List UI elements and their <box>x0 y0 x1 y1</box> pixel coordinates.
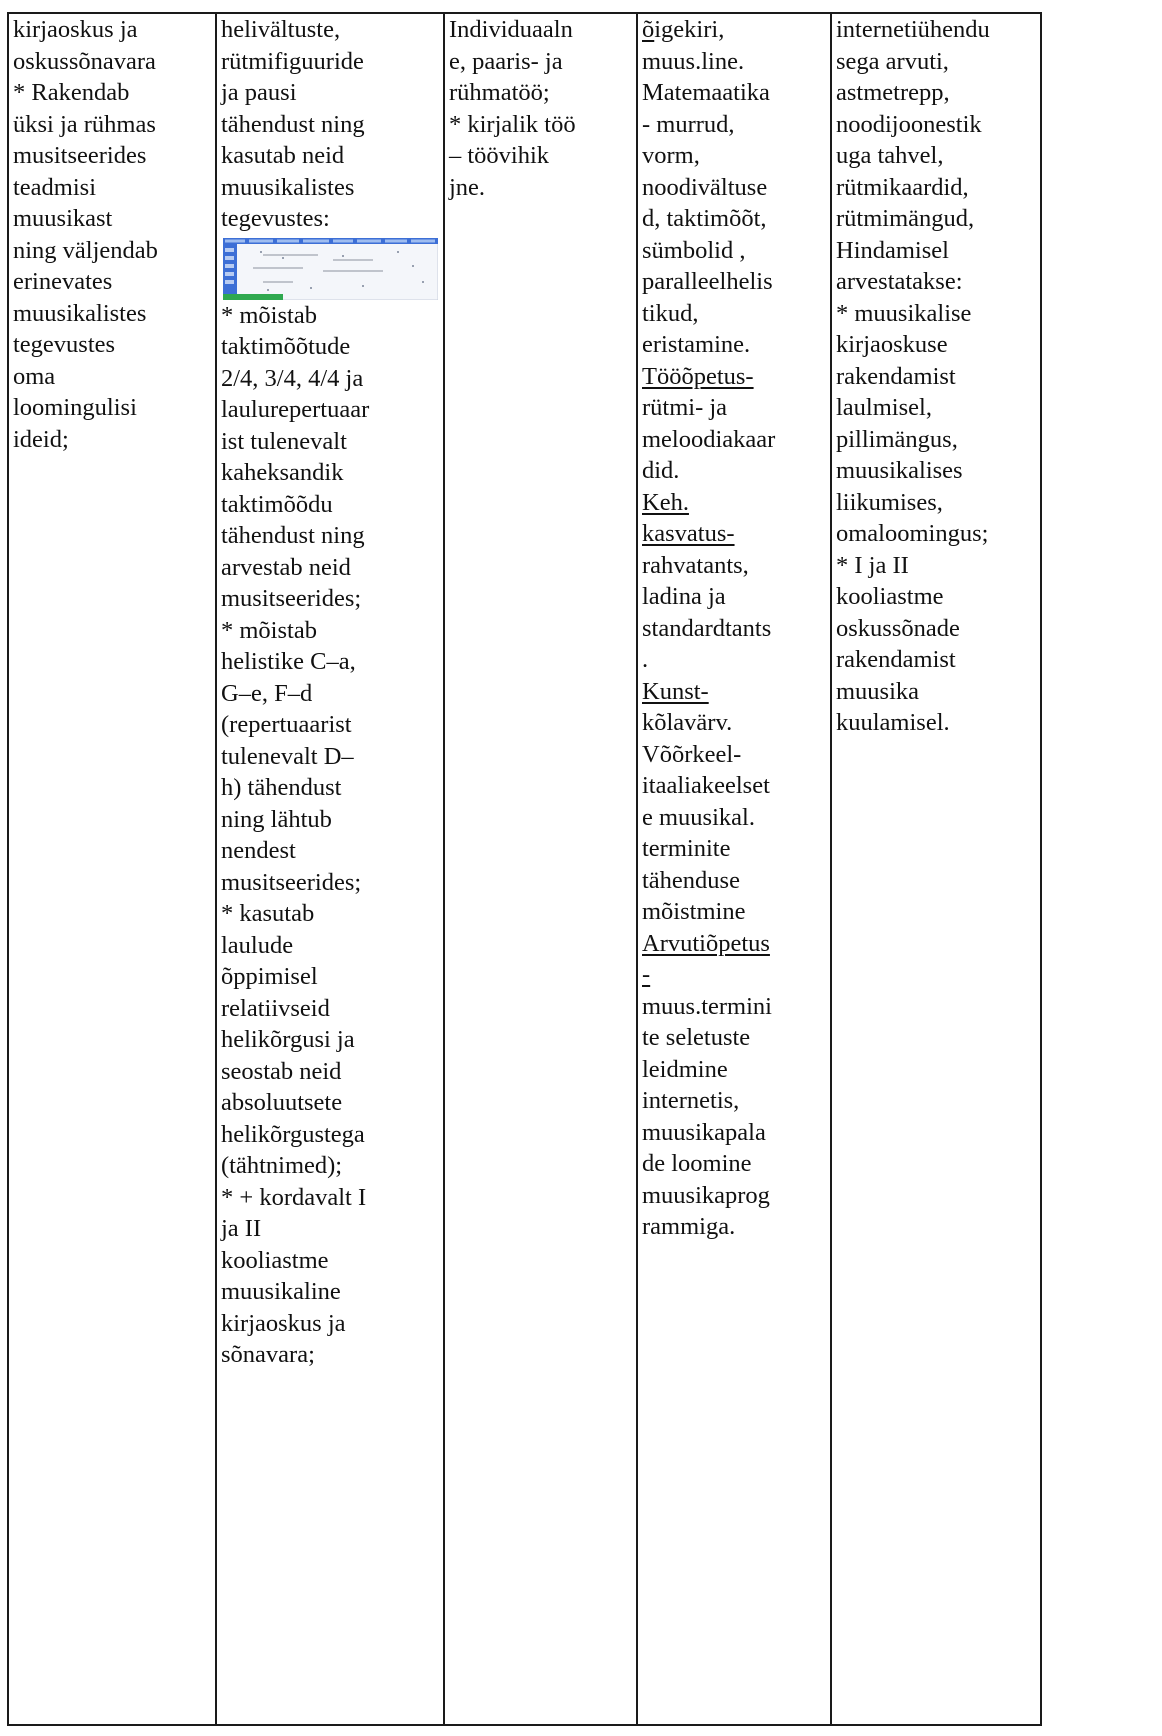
cell-text-line <box>642 1211 827 1243</box>
cell-text-line: laulude <box>221 931 294 959</box>
cell-text-line: rakendamist <box>836 646 956 673</box>
cell-text-line <box>642 1117 827 1149</box>
text-segment: Kunst- <box>642 677 709 705</box>
text-segment: terminite <box>642 835 731 862</box>
cell-text-line: liikumises, <box>836 488 943 516</box>
text-segment: ladina ja <box>642 583 726 610</box>
cell-text-line: Hindamisel <box>836 236 949 264</box>
cell-text-line <box>642 266 827 298</box>
methods-cell <box>444 13 637 1725</box>
cell-text-line: musitseerides <box>13 142 147 169</box>
cell-text-line: * I ja II <box>836 551 909 579</box>
table-row <box>8 13 1041 1725</box>
cell-text-line <box>642 203 827 235</box>
cell-text-line <box>642 1054 827 1086</box>
cell-text-line: (repertuaarist <box>221 711 352 738</box>
text-segment: sümbolid , <box>642 236 746 264</box>
cell-text-line <box>642 14 827 46</box>
cell-text-line: oskussõnavara <box>13 47 156 75</box>
cell-text-line: ideid; <box>13 425 69 453</box>
content-lines-after <box>221 300 440 1371</box>
integration-cell <box>637 13 831 1725</box>
cell-text-line <box>642 172 827 204</box>
cell-text-line: muusikalises <box>836 457 963 484</box>
cell-text-line: muusikalistes <box>13 299 147 327</box>
text-segment: rütmi- ja <box>642 394 728 421</box>
text-segment: e muusikal. <box>642 803 755 831</box>
cell-text-line: sega arvuti, <box>836 47 949 75</box>
cell-text-line: noodijoonestik <box>836 110 982 138</box>
cell-text-line: * muusikalise <box>836 299 972 327</box>
cell-text-line <box>642 1148 827 1180</box>
cell-text-line: * + kordavalt I <box>221 1183 367 1211</box>
cell-text-line: h) tähendust <box>221 774 342 801</box>
content-cell <box>216 13 444 1725</box>
cell-text-line: muusika <box>836 677 920 705</box>
cell-text-line: omaloomingus; <box>836 520 989 547</box>
cell-text-line <box>642 518 827 550</box>
cell-text-line: nendest <box>221 837 296 864</box>
cell-text-line <box>642 707 827 739</box>
text-segment: kõlavärv. <box>642 709 733 736</box>
cell-text-line: ning väljendab <box>13 236 158 264</box>
cell-text-line: musitseerides; <box>221 868 362 896</box>
text-segment: Arvutiõpetus <box>642 929 770 957</box>
cell-text-line: helikõrgusi ja <box>221 1026 355 1053</box>
text-segment: rammiga. <box>642 1213 736 1240</box>
cell-text-line <box>642 1180 827 1212</box>
cell-text-line: helivältuste, <box>221 16 341 43</box>
text-segment: de loomine <box>642 1150 752 1177</box>
text-segment: tikud, <box>642 299 699 327</box>
cell-text-line: kasutab neid <box>221 142 345 169</box>
text-segment: kasvatus- <box>642 520 735 547</box>
cell-text-line <box>642 361 827 393</box>
cell-text-line: * mõistab <box>221 301 317 329</box>
cell-text-line <box>642 581 827 613</box>
cell-text-line: – töövihik <box>449 142 550 169</box>
cell-text-line: muusikalistes <box>221 173 355 201</box>
text-segment: muusikaprog <box>642 1181 770 1209</box>
cell-text-line: seostab neid <box>221 1057 342 1085</box>
cell-text-line: rütmifiguuride <box>221 47 364 75</box>
text-segment: noodivältuse <box>642 173 768 201</box>
cell-text-line: tähendust ning <box>221 522 365 549</box>
text-segment: internetis, <box>642 1087 740 1114</box>
cell-text-line: teadmisi <box>13 173 97 201</box>
text-segment: d, taktimõõt, <box>642 205 767 232</box>
text-segment: paralleelhelis <box>642 268 773 295</box>
text-segment: Võõrkeel- <box>642 740 742 768</box>
cell-text-line: oskussõnade <box>836 614 960 642</box>
text-segment: Tööõpetus- <box>642 362 754 390</box>
cell-text-line: laulurepertuaar <box>221 396 370 423</box>
cell-text-line: G–e, F–d <box>221 679 313 707</box>
cell-text-line: kaheksandik <box>221 459 344 486</box>
cell-text-line <box>642 329 827 361</box>
cell-text-line: rütmimängud, <box>836 205 975 232</box>
cell-text-line <box>642 613 827 645</box>
cell-text-line <box>642 140 827 172</box>
cell-text-line <box>642 46 827 78</box>
cell-text-line <box>642 1085 827 1117</box>
cell-text-line <box>642 959 827 991</box>
cell-text-line: kirjaoskuse <box>836 331 948 358</box>
text-segment: standardtants <box>642 614 772 642</box>
cell-text-line <box>642 770 827 802</box>
cell-text-line <box>642 833 827 865</box>
cell-text-line: internetiühendu <box>836 16 990 43</box>
cell-text-line: ja pausi <box>221 79 297 106</box>
curriculum-table <box>7 12 1042 1726</box>
text-segment: did. <box>642 457 680 484</box>
cell-text-line: laulmisel, <box>836 394 932 421</box>
text-segment: vorm, <box>642 142 700 169</box>
cell-text-line: üksi ja rühmas <box>13 110 156 138</box>
cell-text-line <box>642 739 827 771</box>
cell-text-line: (tähtnimed); <box>221 1152 343 1179</box>
software-screenshot-thumbnail <box>223 238 438 300</box>
cell-text-line: oma <box>13 362 56 390</box>
cell-text-line: muusikaline <box>221 1278 341 1305</box>
text-segment: - murrud, <box>642 110 735 138</box>
cell-text-line <box>642 392 827 424</box>
cell-text-line <box>642 802 827 834</box>
text-segment: mõistmine <box>642 898 746 925</box>
cell-text-line: rühmatöö; <box>449 79 550 106</box>
resources-cell <box>831 13 1041 1725</box>
cell-text-line <box>642 1022 827 1054</box>
text-segment: õ <box>642 16 655 43</box>
cell-text-line: ning lähtub <box>221 805 332 833</box>
cell-text-line: e, paaris- ja <box>449 47 563 75</box>
cell-text-line <box>642 676 827 708</box>
cell-text-line: tähendust ning <box>221 110 365 138</box>
text-segment: igekiri, <box>654 16 725 43</box>
cell-text-line: erinevates <box>13 268 113 295</box>
cell-text-line: tegevustes: <box>221 205 330 232</box>
cell-text-line: rakendamist <box>836 362 956 390</box>
cell-text-line: kuulamisel. <box>836 709 950 736</box>
cell-text-line: sõnavara; <box>221 1341 315 1368</box>
text-segment: . <box>642 646 649 673</box>
text-segment: - <box>642 961 651 988</box>
cell-text-line: loomingulisi <box>13 394 137 421</box>
cell-text-line: * kirjalik töö <box>449 110 576 138</box>
cell-text-line: pillimängus, <box>836 425 958 453</box>
cell-text-line: taktimõõdu <box>221 490 333 518</box>
text-segment: eristamine. <box>642 331 751 358</box>
cell-text-line: * kasutab <box>221 900 315 927</box>
cell-text-line: taktimõõtude <box>221 333 351 360</box>
cell-text-line <box>642 298 827 330</box>
cell-text-line: rütmikaardid, <box>836 173 969 201</box>
cell-text-line <box>642 77 827 109</box>
text-segment: itaaliakeelset <box>642 772 770 799</box>
cell-text-line <box>642 235 827 267</box>
cell-text-line: muusikast <box>13 205 113 232</box>
text-segment: muus.termini <box>642 992 772 1020</box>
cell-text-line: tegevustes <box>13 331 116 358</box>
cell-text-line: kirjaoskus ja <box>221 1309 346 1337</box>
cell-text-line <box>642 424 827 456</box>
cell-text-line: jne. <box>449 173 486 201</box>
cell-text-line <box>642 455 827 487</box>
cell-text-line: helikõrgustega <box>221 1120 365 1148</box>
cell-text-line: uga tahvel, <box>836 142 944 169</box>
cell-text-line: õppimisel <box>221 963 318 990</box>
text-segment: meloodiakaar <box>642 425 776 453</box>
text-segment: Matemaatika <box>642 79 770 106</box>
text-segment: Keh. <box>642 488 689 516</box>
cell-text-line: kooliastme <box>221 1246 329 1274</box>
cell-text-line: * mõistab <box>221 616 317 644</box>
cell-text-line: astmetrepp, <box>836 79 950 106</box>
cell-text-line <box>642 109 827 141</box>
cell-text-line <box>642 991 827 1023</box>
cell-text-line <box>642 550 827 582</box>
cell-text-line: absoluutsete <box>221 1089 343 1116</box>
cell-text-line: 2/4, 3/4, 4/4 ja <box>221 364 364 392</box>
text-segment: muusikapala <box>642 1118 766 1146</box>
cell-text-line: tulenevalt D– <box>221 742 354 770</box>
cell-text-line: relatiivseid <box>221 994 330 1022</box>
text-segment: muus.line. <box>642 47 745 75</box>
cell-text-line: arvestatakse: <box>836 268 963 295</box>
text-segment: rahvatants, <box>642 551 749 579</box>
outcomes-cell <box>8 13 216 1725</box>
cell-text-line <box>642 487 827 519</box>
cell-text-line: kirjaoskus ja <box>13 16 138 43</box>
cell-text-line: Individuaaln <box>449 16 573 43</box>
cell-text-line <box>642 928 827 960</box>
cell-text-line: ja II <box>221 1215 262 1242</box>
cell-text-line <box>642 896 827 928</box>
text-segment: tähenduse <box>642 866 740 894</box>
text-segment: leidmine <box>642 1055 728 1083</box>
cell-text-line: helistike C–a, <box>221 648 356 675</box>
cell-text-line: * Rakendab <box>13 79 130 106</box>
cell-text-line: musitseerides; <box>221 585 362 612</box>
cell-text-line <box>642 865 827 897</box>
cell-text-line: arvestab neid <box>221 553 351 581</box>
cell-text-line <box>642 644 827 676</box>
cell-text-line: ist tulenevalt <box>221 427 347 455</box>
cell-text-line: kooliastme <box>836 583 944 610</box>
content-lines-before <box>221 14 440 235</box>
text-segment: te seletuste <box>642 1024 751 1051</box>
